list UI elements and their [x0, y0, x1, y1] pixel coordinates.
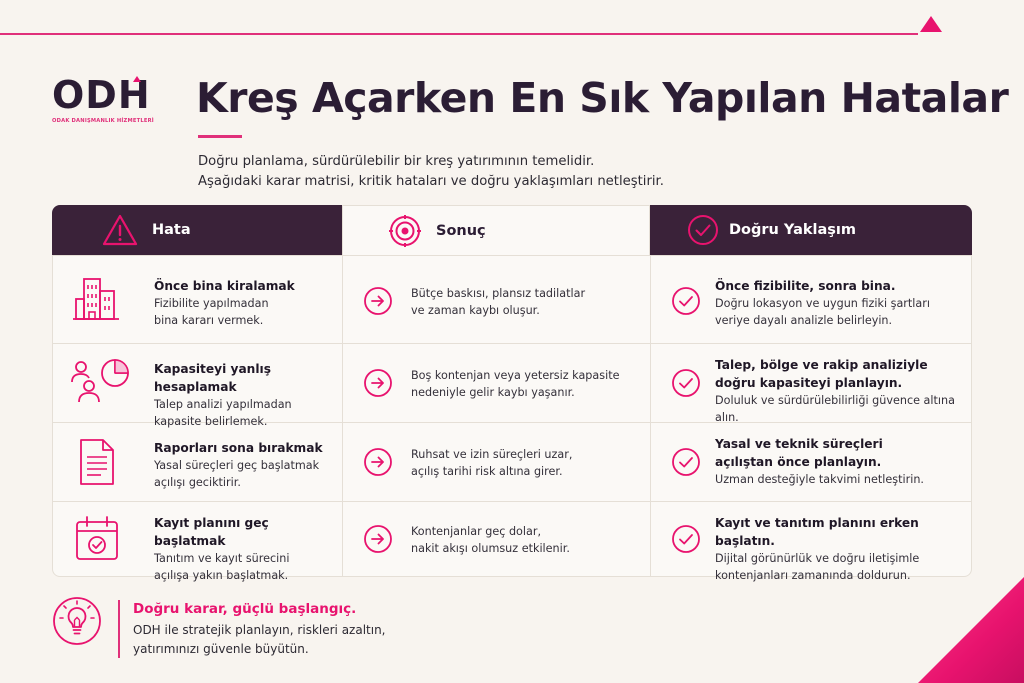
- dogru-title-line: Önce fizibilite, sonra bina.: [715, 279, 896, 293]
- dogru-desc-line: veriye dayalı analizle belirleyin.: [715, 314, 893, 327]
- sonuc-line: ve zaman kaybı oluşur.: [411, 304, 540, 317]
- dogru-title-line: Yasal ve teknik süreçleri: [715, 437, 883, 451]
- check-circle-icon: [671, 368, 701, 398]
- dogru-cell: [715, 277, 965, 329]
- hata-desc-line: bina kararı vermek.: [154, 314, 264, 327]
- sonuc-line: Ruhsat ve izin süreçleri uzar,: [411, 448, 573, 461]
- hata-desc-line: açılışa yakın başlatmak.: [154, 569, 289, 582]
- table-row: [53, 502, 971, 582]
- arrow-right-circle-icon: [363, 447, 393, 477]
- logo-text: ODH: [52, 73, 151, 117]
- sonuc-cell: [411, 285, 641, 319]
- arrow-right-circle-icon: [363, 368, 393, 398]
- dogru-cell: [715, 356, 965, 426]
- sonuc-line: Kontenjanlar geç dolar,: [411, 525, 542, 538]
- footer-text: [133, 621, 386, 659]
- table-row: [53, 256, 971, 344]
- document-icon: [77, 437, 117, 487]
- check-circle-icon: [687, 214, 719, 246]
- warning-icon: [102, 214, 138, 246]
- table-row: [53, 423, 971, 502]
- intro-line: Doğru planlama, sürdürülebilir bir kreş yatırımının temelidir.: [198, 154, 595, 169]
- hata-desc-line: Fizibilite yapılmadan: [154, 297, 269, 310]
- building-icon: [71, 275, 121, 325]
- arrow-right-circle-icon: [363, 524, 393, 554]
- matrix-body: [52, 255, 972, 582]
- top-decor-line: [0, 33, 918, 35]
- intro-text: [198, 152, 664, 192]
- logo-subtitle: ODAK DANIŞMANLIK HİZMETLERİ: [52, 118, 154, 124]
- dogru-cell: [715, 514, 965, 584]
- dogru-title-line: Talep, bölge ve rakip analiziyle: [715, 358, 928, 372]
- hata-title: Kayıt planını geç başlatmak: [154, 516, 269, 548]
- corner-decor-triangle: [918, 577, 1024, 683]
- dogru-title-line: doğru kapasiteyi planlayın.: [715, 376, 903, 390]
- check-circle-icon: [671, 524, 701, 554]
- intro-line: Aşağıdaki karar matrisi, kritik hataları ve doğru yaklaşımları netleştirir.: [198, 174, 664, 189]
- arrow-right-circle-icon: [363, 286, 393, 316]
- hata-cell: [154, 277, 339, 329]
- header-sonuc: [342, 205, 650, 255]
- lightbulb-icon: [52, 596, 102, 646]
- sonuc-line: açılış tarihi risk altına girer.: [411, 465, 563, 478]
- header-dogru-yaklasim: [650, 205, 972, 255]
- header-dogru-label: Doğru Yaklaşım: [729, 222, 856, 238]
- title-underline: [198, 135, 242, 138]
- table-row: [53, 344, 971, 428]
- hata-desc-line: Talep analizi yapılmadan: [154, 398, 292, 411]
- check-circle-icon: [671, 447, 701, 477]
- hata-title: Raporları sona bırakmak: [154, 441, 323, 455]
- hata-desc-line: kapasite belirlemek.: [154, 415, 268, 428]
- dogru-title-line: açılıştan önce planlayın.: [715, 455, 882, 469]
- sonuc-cell: [411, 446, 641, 480]
- hata-title: Kapasiteyi yanlış hesaplamak: [154, 362, 271, 394]
- page-title: Kreş Açarken En Sık Yapılan Hatalar: [196, 74, 1009, 122]
- sonuc-line: Boş kontenjan veya yetersiz kapasite: [411, 369, 620, 382]
- check-circle-icon: [671, 286, 701, 316]
- target-icon: [388, 214, 422, 248]
- sonuc-cell: [411, 367, 641, 401]
- header-hata-label: Hata: [152, 222, 191, 238]
- hata-cell: [154, 514, 339, 584]
- top-decor-triangle: [920, 16, 942, 32]
- dogru-desc-line: kontenjanları zamanında doldurun.: [715, 569, 911, 582]
- dogru-cell: [715, 435, 965, 488]
- dogru-desc-line: Dijital görünürlük ve doğru iletişimle: [715, 552, 920, 565]
- people-pie-chart-icon: [71, 358, 131, 408]
- hata-desc-line: açılışı geciktirir.: [154, 476, 241, 489]
- footer-text-line: ODH ile stratejik planlayın, riskleri azaltın,: [133, 623, 386, 637]
- sonuc-line: Bütçe baskısı, plansız tadilatlar: [411, 287, 586, 300]
- sonuc-line: nedeniyle gelir kaybı yaşanır.: [411, 386, 575, 399]
- dogru-title-line: Kayıt ve tanıtım planını erken başlatın.: [715, 516, 919, 548]
- hata-cell: [154, 360, 339, 430]
- dogru-desc-line: Uzman desteğiyle takvimi netleştirin.: [715, 473, 924, 486]
- header-sonuc-label: Sonuç: [436, 222, 486, 239]
- dogru-desc-line: Doğru lokasyon ve uygun fiziki şartları: [715, 297, 930, 310]
- calendar-check-icon: [74, 514, 120, 562]
- footer-title: Doğru karar, güçlü başlangıç.: [133, 601, 357, 617]
- hata-cell: [154, 439, 339, 491]
- dogru-desc-line: Doluluk ve sürdürülebilirliği güvence altına alın.: [715, 394, 955, 424]
- hata-title: Önce bina kiralamak: [154, 279, 295, 293]
- sonuc-cell: [411, 523, 641, 557]
- hata-desc-line: Tanıtım ve kayıt sürecini: [154, 552, 290, 565]
- odh-logo: [52, 73, 154, 124]
- footer-text-line: yatırımınızı güvenle büyütün.: [133, 642, 309, 656]
- hata-desc-line: Yasal süreçleri geç başlatmak: [154, 459, 320, 472]
- decision-matrix: [52, 205, 972, 582]
- sonuc-line: nakit akışı olumsuz etkilenir.: [411, 542, 570, 555]
- logo-accent-mark: [133, 76, 141, 82]
- footer-accent-bar: [118, 600, 120, 658]
- header-hata: [52, 205, 342, 255]
